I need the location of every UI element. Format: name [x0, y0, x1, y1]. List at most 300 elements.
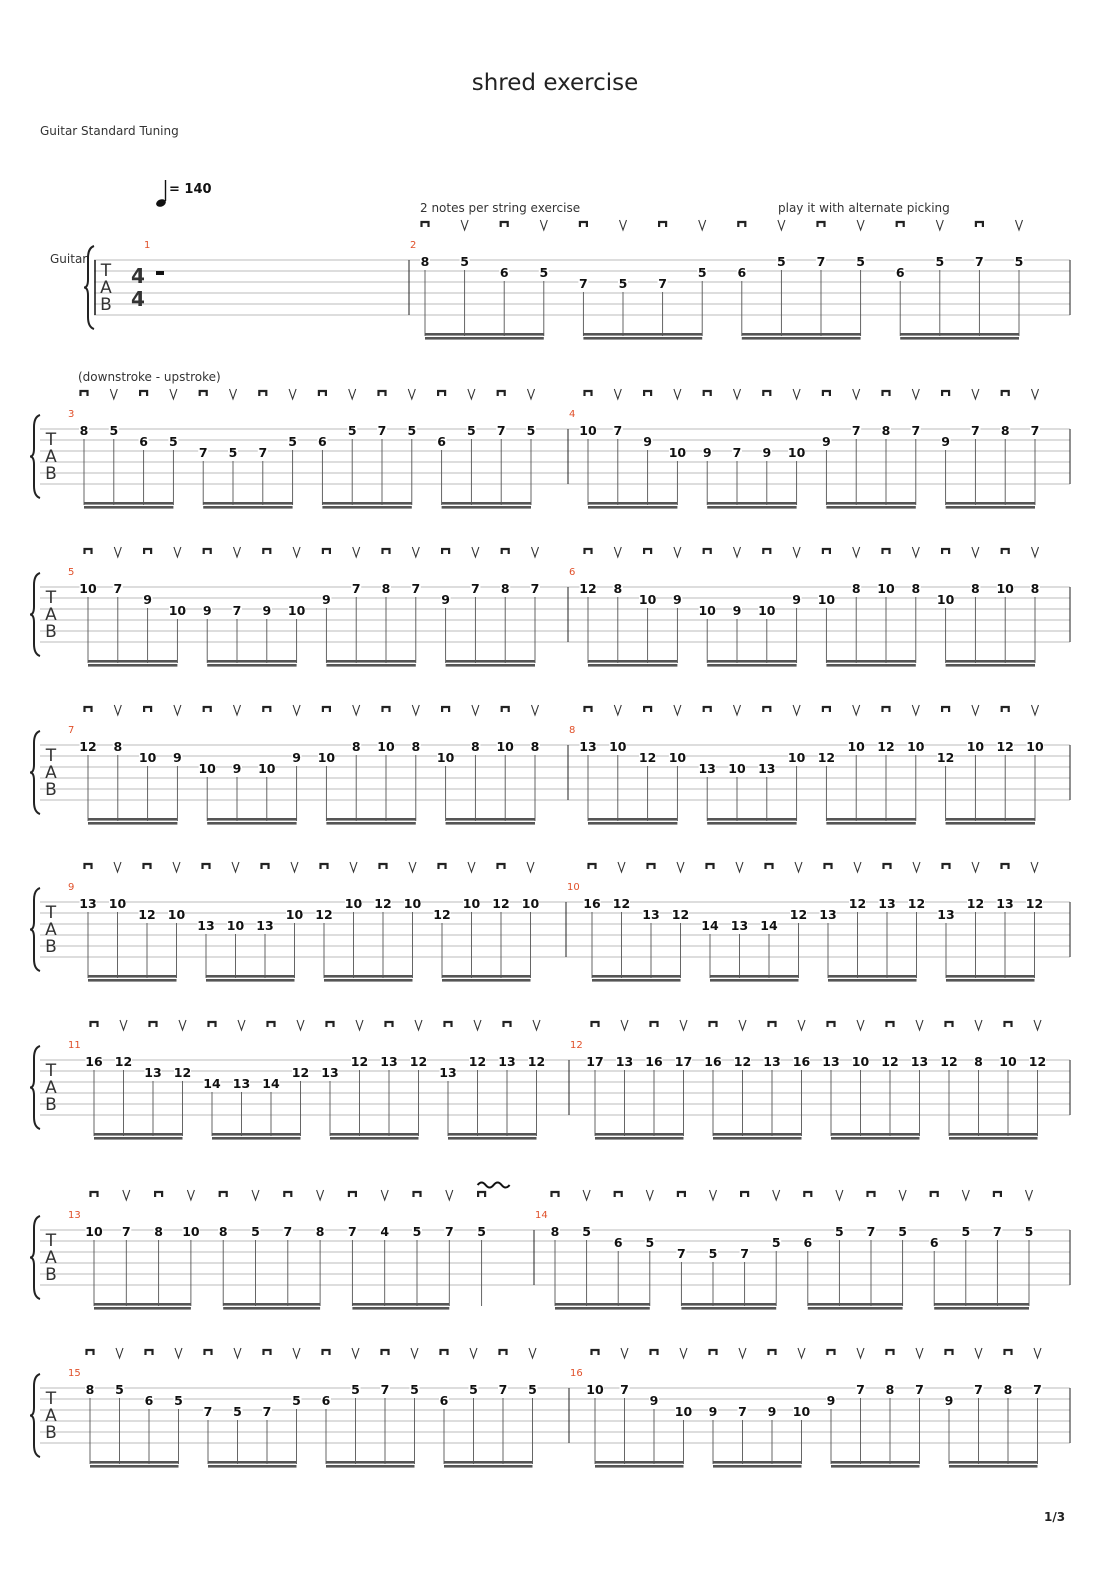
tab-letter-b: B: [100, 295, 112, 315]
up-stroke-icon: [621, 1348, 628, 1358]
fret-number: 10: [167, 907, 186, 922]
down-stroke-icon: [868, 1192, 875, 1197]
up-stroke-icon: [234, 547, 241, 557]
fret-number: 5: [351, 1382, 360, 1397]
time-signature-bottom: 4: [131, 287, 145, 311]
beam: [946, 506, 1035, 509]
up-stroke-icon: [170, 389, 177, 399]
up-stroke-icon: [470, 1348, 477, 1358]
fret-number: 14: [203, 1076, 221, 1091]
beam: [212, 1137, 301, 1140]
beam: [681, 1303, 776, 1306]
fret-number: 8: [381, 581, 391, 596]
up-stroke-icon: [114, 862, 121, 872]
fret-number: 7: [121, 1224, 131, 1239]
beam: [84, 502, 173, 505]
down-stroke-icon: [741, 1192, 748, 1197]
beam: [595, 1133, 684, 1136]
down-stroke-icon: [81, 391, 88, 396]
beam: [588, 818, 677, 821]
up-stroke-icon: [468, 862, 475, 872]
down-stroke-icon: [592, 1350, 599, 1355]
down-stroke-icon: [144, 707, 151, 712]
fret-number: 7: [444, 1224, 454, 1239]
fret-number: 5: [708, 1246, 718, 1261]
tab-letter-a: A: [45, 1248, 57, 1268]
down-stroke-icon: [502, 549, 509, 554]
fret-number: 12: [789, 907, 808, 922]
fret-number: 9: [143, 592, 152, 607]
down-stroke-icon: [144, 549, 151, 554]
up-stroke-icon: [356, 1020, 363, 1030]
down-stroke-icon: [552, 1192, 559, 1197]
tab-letter-t: T: [45, 746, 57, 766]
down-stroke-icon: [585, 549, 592, 554]
fret-number: 5: [1024, 1224, 1034, 1239]
fret-number: 7: [851, 423, 861, 438]
down-stroke-icon: [284, 1192, 291, 1197]
up-stroke-icon: [114, 547, 121, 557]
fret-number: 13: [878, 896, 896, 911]
beam: [946, 975, 1035, 978]
down-stroke-icon: [263, 707, 270, 712]
down-stroke-icon: [887, 1022, 894, 1027]
beam: [826, 818, 915, 821]
down-stroke-icon: [763, 707, 770, 712]
fret-number: 7: [975, 254, 984, 269]
fret-number: 13: [321, 1065, 339, 1080]
up-stroke-icon: [916, 1348, 923, 1358]
beam: [588, 822, 677, 825]
fret-number: 14: [760, 918, 778, 933]
fret-number: 13: [579, 739, 597, 754]
up-stroke-icon: [1016, 220, 1023, 230]
beam: [94, 1133, 183, 1136]
tab-letter-b: B: [45, 464, 57, 484]
up-stroke-icon: [381, 1190, 388, 1200]
down-stroke-icon: [648, 864, 655, 869]
down-stroke-icon: [942, 707, 949, 712]
down-stroke-icon: [710, 1350, 717, 1355]
fret-number: 10: [182, 1224, 200, 1239]
fret-number: 17: [586, 1054, 604, 1069]
up-stroke-icon: [734, 547, 741, 557]
down-stroke-icon: [478, 1192, 485, 1197]
fret-number: 17: [674, 1054, 693, 1069]
fret-number: 12: [350, 1054, 369, 1069]
measure-number: 5: [68, 567, 75, 578]
fret-number: 10: [138, 750, 157, 765]
up-stroke-icon: [468, 389, 475, 399]
tab-letter-t: T: [100, 261, 112, 281]
fret-number: 10: [344, 896, 363, 911]
down-stroke-icon: [763, 391, 770, 396]
fret-number: 5: [109, 423, 119, 438]
fret-number: 6: [439, 1393, 449, 1408]
fret-number: 16: [704, 1054, 722, 1069]
fret-number: 12: [638, 750, 657, 765]
beam: [742, 333, 861, 336]
up-stroke-icon: [793, 547, 800, 557]
tab-letter-a: A: [45, 763, 57, 783]
down-stroke-icon: [501, 222, 508, 227]
down-stroke-icon: [379, 391, 386, 396]
down-stroke-icon: [942, 391, 949, 396]
fret-number: 12: [315, 907, 333, 922]
up-stroke-icon: [532, 547, 539, 557]
fret-number: 6: [499, 265, 509, 280]
beam: [203, 502, 292, 505]
system-brace: [30, 573, 40, 656]
fret-number: 12: [374, 896, 392, 911]
fret-number: 5: [460, 254, 469, 269]
down-stroke-icon: [204, 549, 211, 554]
beam: [448, 1137, 537, 1140]
fret-number: 12: [907, 896, 926, 911]
up-stroke-icon: [293, 547, 300, 557]
fret-number: 8: [351, 739, 361, 754]
tab-letter-t: T: [45, 903, 57, 923]
down-stroke-icon: [442, 549, 449, 554]
down-stroke-icon: [823, 707, 830, 712]
fret-number: 5: [835, 1224, 844, 1239]
fret-number: 7: [348, 1224, 357, 1239]
up-stroke-icon: [120, 1020, 127, 1030]
down-stroke-icon: [615, 1192, 622, 1197]
down-stroke-icon: [200, 391, 207, 396]
fret-number: 7: [993, 1224, 1002, 1239]
down-stroke-icon: [382, 1350, 389, 1355]
fret-number: 5: [410, 1382, 419, 1397]
beam: [90, 1465, 179, 1468]
up-stroke-icon: [773, 1190, 780, 1200]
beam: [595, 1461, 684, 1464]
up-stroke-icon: [614, 389, 621, 399]
up-stroke-icon: [699, 220, 706, 230]
fret-number: 9: [826, 1393, 836, 1408]
fret-number: 7: [677, 1246, 686, 1261]
beam: [425, 337, 544, 340]
up-stroke-icon: [618, 862, 625, 872]
beam: [324, 979, 413, 982]
up-stroke-icon: [621, 1020, 628, 1030]
fret-number: 12: [612, 896, 631, 911]
fret-number: 7: [377, 423, 387, 438]
fret-number: 5: [618, 276, 628, 291]
up-stroke-icon: [408, 389, 415, 399]
beam: [442, 975, 531, 978]
up-stroke-icon: [793, 705, 800, 715]
fret-number: 9: [708, 1404, 718, 1419]
down-stroke-icon: [203, 864, 210, 869]
up-stroke-icon: [912, 705, 919, 715]
down-stroke-icon: [1002, 391, 1009, 396]
fret-number: 10: [1026, 739, 1044, 754]
tab-letter-t: T: [45, 588, 57, 608]
fret-number: 6: [895, 265, 905, 280]
up-stroke-icon: [734, 389, 741, 399]
up-stroke-icon: [527, 862, 534, 872]
fret-number: 10: [668, 750, 687, 765]
beam: [88, 818, 177, 821]
beam: [826, 664, 915, 667]
down-stroke-icon: [386, 1022, 393, 1027]
measure-number: 13: [68, 1210, 81, 1221]
tab-letter-t: T: [45, 1389, 57, 1409]
measure-number: 10: [567, 882, 580, 893]
down-stroke-icon: [85, 549, 92, 554]
beam: [707, 822, 796, 825]
tab-system: [94, 256, 1070, 340]
fret-number: 5: [288, 434, 297, 449]
fret-number: 5: [539, 265, 549, 280]
beam: [831, 1461, 920, 1464]
up-stroke-icon: [415, 1020, 422, 1030]
fret-number: 9: [232, 761, 242, 776]
fret-number: 6: [929, 1235, 939, 1250]
fret-number: 8: [1030, 581, 1040, 596]
fret-number: 7: [232, 603, 242, 618]
up-stroke-icon: [175, 1348, 182, 1358]
beam: [223, 1303, 320, 1306]
up-stroke-icon: [646, 1190, 653, 1200]
fret-number: 13: [232, 1076, 251, 1091]
fret-number: 9: [767, 1404, 777, 1419]
beam: [446, 822, 535, 825]
measure-number: 8: [569, 725, 576, 736]
beam: [94, 1307, 191, 1310]
up-stroke-icon: [446, 1190, 453, 1200]
fret-number: 8: [911, 581, 921, 596]
fret-number: 12: [138, 907, 156, 922]
beam: [831, 1137, 920, 1140]
beam: [826, 660, 915, 663]
fret-number: 9: [292, 750, 301, 765]
down-stroke-icon: [883, 549, 890, 554]
fret-number: 13: [498, 1054, 516, 1069]
up-stroke-icon: [179, 1020, 186, 1030]
fret-number: 7: [380, 1382, 390, 1397]
up-stroke-icon: [472, 705, 479, 715]
fret-number: 16: [645, 1054, 663, 1069]
up-stroke-icon: [352, 1348, 359, 1358]
up-stroke-icon: [114, 705, 121, 715]
fret-number: 8: [420, 254, 430, 269]
measure-number: 15: [68, 1368, 81, 1379]
down-stroke-icon: [651, 1350, 658, 1355]
tab-letter-a: A: [45, 1078, 57, 1098]
fret-number: 5: [477, 1224, 486, 1239]
fret-number: 12: [1028, 1054, 1047, 1069]
down-stroke-icon: [85, 707, 92, 712]
down-stroke-icon: [323, 707, 330, 712]
up-stroke-icon: [972, 705, 979, 715]
fret-number: 12: [114, 1054, 133, 1069]
up-stroke-icon: [532, 705, 539, 715]
fret-number: 8: [881, 423, 891, 438]
beam: [588, 506, 677, 509]
fret-number: 10: [817, 592, 836, 607]
beam: [326, 660, 415, 663]
fret-number: 5: [469, 1382, 478, 1397]
down-stroke-icon: [91, 1022, 98, 1027]
fret-number: 10: [758, 603, 776, 618]
fret-number: 9: [649, 1393, 659, 1408]
down-stroke-icon: [946, 1022, 953, 1027]
fret-number: 12: [468, 1054, 487, 1069]
fret-number: 10: [698, 603, 716, 618]
up-stroke-icon: [461, 220, 468, 230]
tab-letter-a: A: [45, 920, 57, 940]
fret-number: 5: [777, 254, 786, 269]
down-stroke-icon: [220, 1192, 227, 1197]
down-stroke-icon: [150, 1022, 157, 1027]
fret-number: 5: [961, 1224, 971, 1239]
fret-number: 5: [233, 1404, 242, 1419]
beam: [707, 660, 796, 663]
fret-number: 9: [322, 592, 331, 607]
fret-number: 13: [763, 1054, 781, 1069]
beam: [555, 1303, 650, 1306]
measure-number: 3: [68, 409, 75, 420]
fret-number: 7: [283, 1224, 293, 1239]
tab-letter-b: B: [45, 1423, 57, 1443]
fret-number: 10: [966, 739, 985, 754]
fret-number: 7: [971, 423, 980, 438]
down-stroke-icon: [439, 864, 446, 869]
down-stroke-icon: [498, 391, 505, 396]
up-stroke-icon: [252, 1190, 259, 1200]
down-stroke-icon: [769, 1022, 776, 1027]
fret-number: 10: [609, 739, 627, 754]
up-stroke-icon: [297, 1020, 304, 1030]
beam: [94, 1303, 191, 1306]
down-stroke-icon: [498, 864, 505, 869]
fret-number: 5: [526, 423, 536, 438]
up-stroke-icon: [739, 1020, 746, 1030]
fret-number: 7: [203, 1404, 213, 1419]
fret-number: 7: [613, 423, 623, 438]
system-brace: [30, 888, 40, 971]
fret-number: 13: [698, 761, 716, 776]
fret-number: 5: [935, 254, 945, 269]
beam: [207, 660, 296, 663]
fret-number: 6: [321, 1393, 331, 1408]
fret-number: 10: [462, 896, 481, 911]
up-stroke-icon: [972, 389, 979, 399]
down-stroke-icon: [383, 549, 390, 554]
fret-number: 10: [285, 907, 304, 922]
fret-number: 9: [643, 434, 652, 449]
fret-number: 8: [1003, 1382, 1013, 1397]
down-stroke-icon: [140, 391, 147, 396]
fret-number: 13: [144, 1065, 162, 1080]
down-stroke-icon: [976, 222, 983, 227]
system-brace: [30, 731, 40, 814]
fret-number: 13: [758, 761, 776, 776]
fret-number: 10: [579, 423, 597, 438]
fret-number: 10: [792, 1404, 811, 1419]
fret-number: 7: [1033, 1382, 1042, 1397]
down-stroke-icon: [1002, 864, 1009, 869]
beam: [444, 1461, 533, 1464]
beam: [207, 664, 296, 667]
up-stroke-icon: [680, 1348, 687, 1358]
down-stroke-icon: [589, 864, 596, 869]
fret-number: 12: [527, 1054, 546, 1069]
beam: [94, 1137, 183, 1140]
down-stroke-icon: [262, 864, 269, 869]
down-stroke-icon: [823, 391, 830, 396]
beam: [808, 1303, 903, 1306]
fret-number: 5: [697, 265, 707, 280]
beam: [88, 975, 177, 978]
fret-number: 14: [701, 918, 719, 933]
beam: [828, 979, 917, 982]
up-stroke-icon: [349, 389, 356, 399]
beam: [588, 664, 677, 667]
down-stroke-icon: [884, 864, 891, 869]
up-stroke-icon: [912, 389, 919, 399]
down-stroke-icon: [707, 864, 714, 869]
beam: [681, 1307, 776, 1310]
beam: [949, 1461, 1038, 1464]
down-stroke-icon: [592, 1022, 599, 1027]
down-stroke-icon: [1005, 1022, 1012, 1027]
fret-number: 7: [198, 445, 208, 460]
down-stroke-icon: [678, 1192, 685, 1197]
fret-number: 8: [530, 739, 540, 754]
beam: [595, 1137, 684, 1140]
fret-number: 5: [856, 254, 865, 269]
fret-number: 10: [317, 750, 336, 765]
fret-number: 13: [256, 918, 274, 933]
tab-letter-t: T: [45, 1231, 57, 1251]
fret-number: 9: [822, 434, 831, 449]
fret-number: 10: [787, 445, 806, 460]
fret-number: 9: [202, 603, 212, 618]
beam: [592, 979, 681, 982]
fret-number: 10: [728, 761, 746, 776]
measure-number: 12: [570, 1040, 583, 1051]
down-stroke-icon: [887, 1350, 894, 1355]
down-stroke-icon: [383, 707, 390, 712]
beam: [946, 502, 1035, 505]
down-stroke-icon: [659, 222, 666, 227]
down-stroke-icon: [422, 222, 429, 227]
up-stroke-icon: [317, 1190, 324, 1200]
up-stroke-icon: [854, 862, 861, 872]
fret-number: 5: [412, 1224, 422, 1239]
beam: [713, 1461, 802, 1464]
measure-number: 7: [68, 725, 75, 736]
beam: [322, 506, 411, 509]
down-stroke-icon: [327, 1022, 334, 1027]
up-stroke-icon: [962, 1190, 969, 1200]
beam: [946, 818, 1035, 821]
fret-number: 7: [974, 1382, 983, 1397]
down-stroke-icon: [580, 222, 587, 227]
up-stroke-icon: [353, 547, 360, 557]
beam: [710, 975, 799, 978]
up-stroke-icon: [798, 1348, 805, 1358]
fret-number: 5: [645, 1235, 655, 1250]
up-stroke-icon: [238, 1020, 245, 1030]
fret-number: 13: [937, 907, 955, 922]
tab-system: [40, 1183, 1070, 1310]
fret-number: 12: [966, 896, 985, 911]
beam: [446, 818, 535, 821]
